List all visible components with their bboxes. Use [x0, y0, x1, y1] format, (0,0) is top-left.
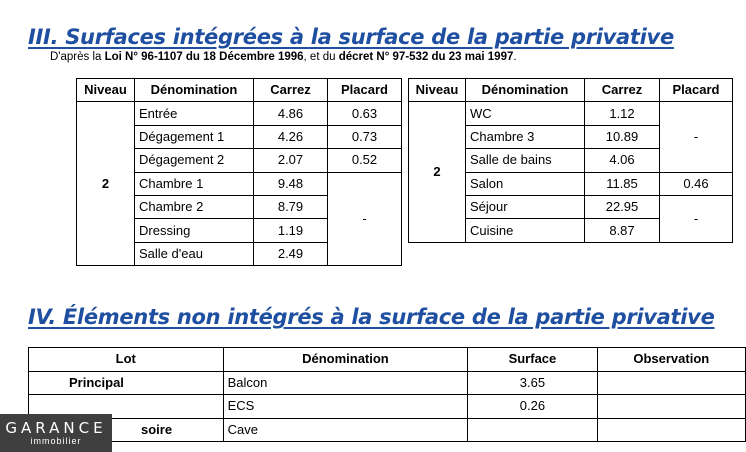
room-name: Salon	[466, 172, 585, 195]
room-carrez: 4.86	[254, 102, 328, 125]
niveau-cell: 2	[77, 102, 135, 266]
room-carrez: 8.79	[254, 195, 328, 218]
legal-text-2: , et du	[303, 51, 339, 63]
room-carrez: 2.07	[254, 149, 328, 172]
room-carrez: 1.12	[585, 102, 660, 125]
room-carrez: 1.19	[254, 219, 328, 242]
header-carrez: Carrez	[585, 79, 660, 102]
element-observation	[597, 371, 745, 395]
room-placard: 0.63	[328, 102, 402, 125]
section-3-title: III. Surfaces intégrées à la surface de la partie privative	[28, 25, 674, 49]
garance-logo	[0, 414, 112, 452]
section-4-title: IV. Éléments non intégrés à la surface de la partie privative	[28, 305, 715, 329]
room-carrez: 22.95	[585, 195, 660, 218]
room-name: Cuisine	[466, 219, 585, 242]
element-name: ECS	[223, 395, 468, 419]
room-carrez: 8.87	[585, 219, 660, 242]
header-placard: Placard	[660, 79, 733, 102]
room-placard: 0.46	[660, 172, 733, 195]
room-name: Dégagement 2	[135, 149, 254, 172]
room-name: Entrée	[135, 102, 254, 125]
non-integrated-table	[28, 347, 746, 442]
legal-text-3: .	[513, 51, 517, 63]
element-observation	[597, 395, 745, 419]
room-name: Dégagement 1	[135, 125, 254, 148]
room-placard: 0.73	[328, 125, 402, 148]
logo-word: GARANCE	[5, 419, 107, 437]
room-placard-merged: -	[660, 195, 733, 242]
room-name: Dressing	[135, 219, 254, 242]
room-placard: 0.52	[328, 149, 402, 172]
logo-tagline: immobilier	[30, 436, 82, 446]
room-carrez: 4.26	[254, 125, 328, 148]
header-denomination: Dénomination	[135, 79, 254, 102]
lot-cell: Principal	[29, 371, 224, 395]
header-niveau: Niveau	[77, 79, 135, 102]
room-carrez: 4.06	[585, 149, 660, 172]
element-surface	[468, 418, 597, 442]
legal-reference	[50, 51, 517, 63]
header-observation: Observation	[597, 348, 745, 372]
legal-text-1: D'après la	[50, 51, 105, 63]
room-carrez: 11.85	[585, 172, 660, 195]
surfaces-table-left	[76, 78, 402, 266]
header-carrez: Carrez	[254, 79, 328, 102]
legal-law: Loi N° 96-1107 du 18 Décembre 1996	[104, 51, 304, 63]
niveau-cell: 2	[409, 102, 466, 242]
room-name: Chambre 3	[466, 125, 585, 148]
header-surface: Surface	[468, 348, 597, 372]
header-placard: Placard	[328, 79, 402, 102]
room-name: Salle d'eau	[135, 242, 254, 265]
header-denomination: Dénomination	[466, 79, 585, 102]
header-denomination: Dénomination	[223, 348, 468, 372]
lot-cell: soire	[29, 418, 224, 442]
room-name: Salle de bains	[466, 149, 585, 172]
room-carrez: 9.48	[254, 172, 328, 195]
header-niveau: Niveau	[409, 79, 466, 102]
room-name: Chambre 2	[135, 195, 254, 218]
header-lot: Lot	[29, 348, 224, 372]
room-carrez: 10.89	[585, 125, 660, 148]
room-carrez: 2.49	[254, 242, 328, 265]
element-observation	[597, 418, 745, 442]
room-name: WC	[466, 102, 585, 125]
room-placard-merged: -	[328, 172, 402, 266]
room-name: Chambre 1	[135, 172, 254, 195]
room-name: Séjour	[466, 195, 585, 218]
element-name: Cave	[223, 418, 468, 442]
surfaces-table-right	[408, 78, 733, 243]
element-surface: 3.65	[468, 371, 597, 395]
element-surface: 0.26	[468, 395, 597, 419]
legal-decree: décret N° 97-532 du 23 mai 1997	[338, 51, 514, 63]
room-placard-merged: -	[660, 102, 733, 172]
element-name: Balcon	[223, 371, 468, 395]
